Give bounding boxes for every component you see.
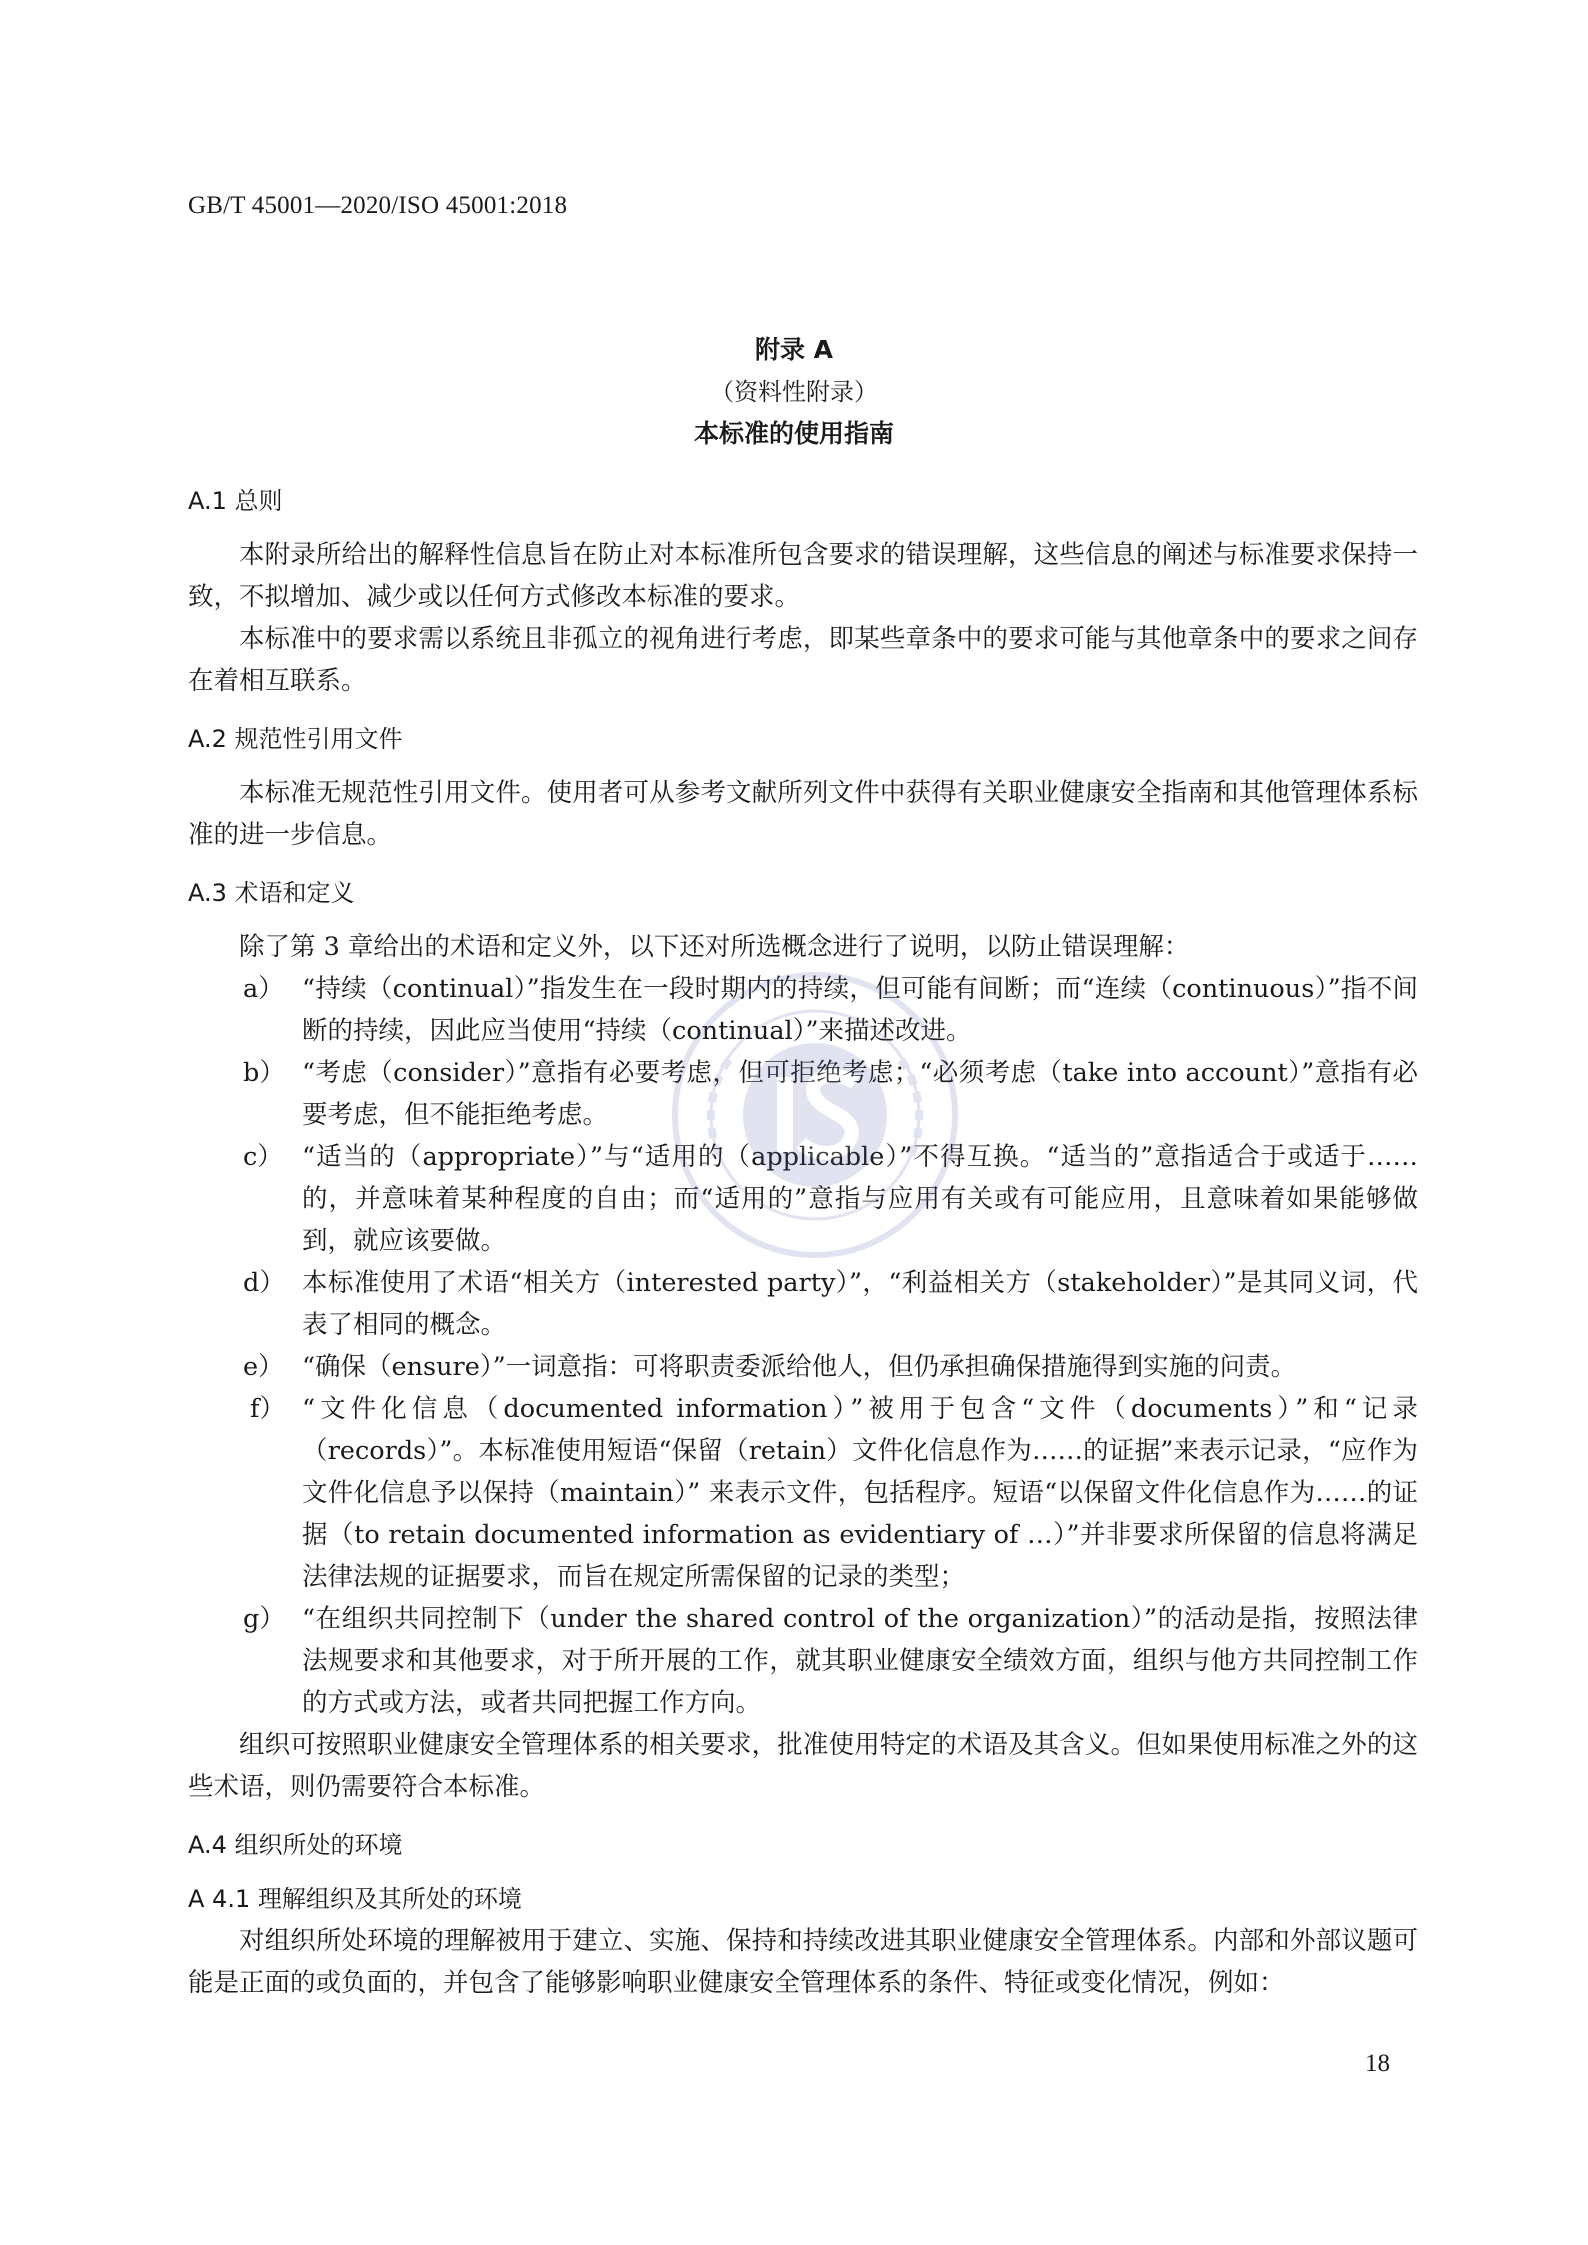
list-marker: c） xyxy=(243,1142,283,1172)
section-a3-heading: A.3 术语和定义 xyxy=(188,879,355,907)
list-item-text: 本标准使用了术语“相关方（interested party）”，“利益相关方（stakeholder）”是其同义词，代表了相同的概念。 xyxy=(302,1268,1418,1340)
list-item xyxy=(188,1598,1418,1724)
list-item xyxy=(188,1052,1418,1136)
list-item-text: “持续（continual）”指发生在一段时期内的持续，但可能有间断；而“连续（continuous）”指不间断的持续，因此应当使用“持续（continual）”来描述改进。 xyxy=(302,974,1418,1046)
annex-label: 附录 A xyxy=(754,335,834,364)
list-item xyxy=(188,1346,1418,1388)
section-a3-intro: 除了第 3 章给出的术语和定义外，以下还对所选概念进行了说明，以防止错误理解： xyxy=(239,932,1190,962)
list-item-text: “考虑（consider）”意指有必要考虑，但可拒绝考虑；“必须考虑（take into account）”意指有必要考虑，但不能拒绝考虑。 xyxy=(302,1058,1418,1130)
annex-body xyxy=(188,480,1418,2004)
list-item-text: “在组织共同控制下（under the shared control of the organization）”的活动是指，按照法律法规要求和其他要求，对于所开展的工作，就其职业健康安全绩效方面，组织与他方共同控制工作的方式或方法，或者共同把握工作方向。 xyxy=(302,1604,1418,1718)
section-a2-heading: A.2 规范性引用文件 xyxy=(188,725,403,753)
section-a1-heading: A.1 总则 xyxy=(188,487,283,515)
section-a4-1-heading: A 4.1 理解组织及其所处的环境 xyxy=(188,1885,522,1913)
section-a4-1-paragraph-1: 对组织所处环境的理解被用于建立、实施、保持和持续改进其职业健康安全管理体系。内部和外部议题可能是正面的或负面的，并包含了能够影响职业健康安全管理体系的条件、特征或变化情况，例如： xyxy=(188,1926,1418,1998)
section-a1-paragraph-2: 本标准中的要求需以系统且非孤立的视角进行考虑，即某些章条中的要求可能与其他章条中的要求之间存在着相互联系。 xyxy=(188,624,1418,696)
list-item xyxy=(188,1262,1418,1346)
section-a4-heading: A.4 组织所处的环境 xyxy=(188,1831,403,1859)
term-notes-list xyxy=(188,968,1418,1724)
list-marker: f） xyxy=(250,1394,285,1424)
section-a2-paragraph-1: 本标准无规范性引用文件。使用者可从参考文献所列文件中获得有关职业健康安全指南和其他管理体系标准的进一步信息。 xyxy=(188,778,1418,850)
list-marker: b） xyxy=(243,1058,285,1088)
list-item-text: “适当的（appropriate）”与“适用的（applicable）”不得互换。“适当的”意指适合于或适于……的，并意味着某种程度的自由；而“适用的”意指与应用有关或有可能应用，且意味着如果能够做到，就应该要做。 xyxy=(302,1142,1418,1256)
page-number: 18 xyxy=(1365,2050,1390,2077)
section-a3-closing: 组织可按照职业健康安全管理体系的相关要求，批准使用特定的术语及其含义。但如果使用标准之外的这些术语，则仍需要符合本标准。 xyxy=(188,1730,1418,1802)
annex-title: 本标准的使用指南 xyxy=(693,419,894,448)
list-item xyxy=(188,968,1418,1052)
list-marker: a） xyxy=(243,974,284,1004)
standard-header: GB/T 45001—2020/ISO 45001:2018 xyxy=(188,192,568,219)
list-item xyxy=(188,1136,1418,1262)
list-marker: g） xyxy=(243,1604,285,1634)
annex-nature: （资料性附录） xyxy=(710,378,878,406)
list-item-text: “确保（ensure）”一词意指：可将职责委派给他人，但仍承担确保措施得到实施的问责。 xyxy=(302,1352,1297,1382)
list-item xyxy=(188,1388,1418,1598)
list-marker: e） xyxy=(243,1352,284,1382)
list-marker: d） xyxy=(243,1268,285,1298)
section-a1-paragraph-1: 本附录所给出的解释性信息旨在防止对本标准所包含要求的错误理解，这些信息的阐述与标准要求保持一致，不拟增加、减少或以任何方式修改本标准的要求。 xyxy=(188,540,1418,612)
list-item-text: “文件化信息（documented information）”被用于包含“文件（documents）”和“记录（records）”。本标准使用短语“保留（retain）文件化信息作为……的证据”来表示记录，“应作为文件化信息予以保持（maintain）” 来表示文件，包括程序。短语“以保留文件化信息作为……的证据（to retain documented information as evidentiary of …）”并非要求所保留的信息将满足法律法规的证据要求，而旨在规定所需保留的记录的类型； xyxy=(302,1394,1418,1592)
